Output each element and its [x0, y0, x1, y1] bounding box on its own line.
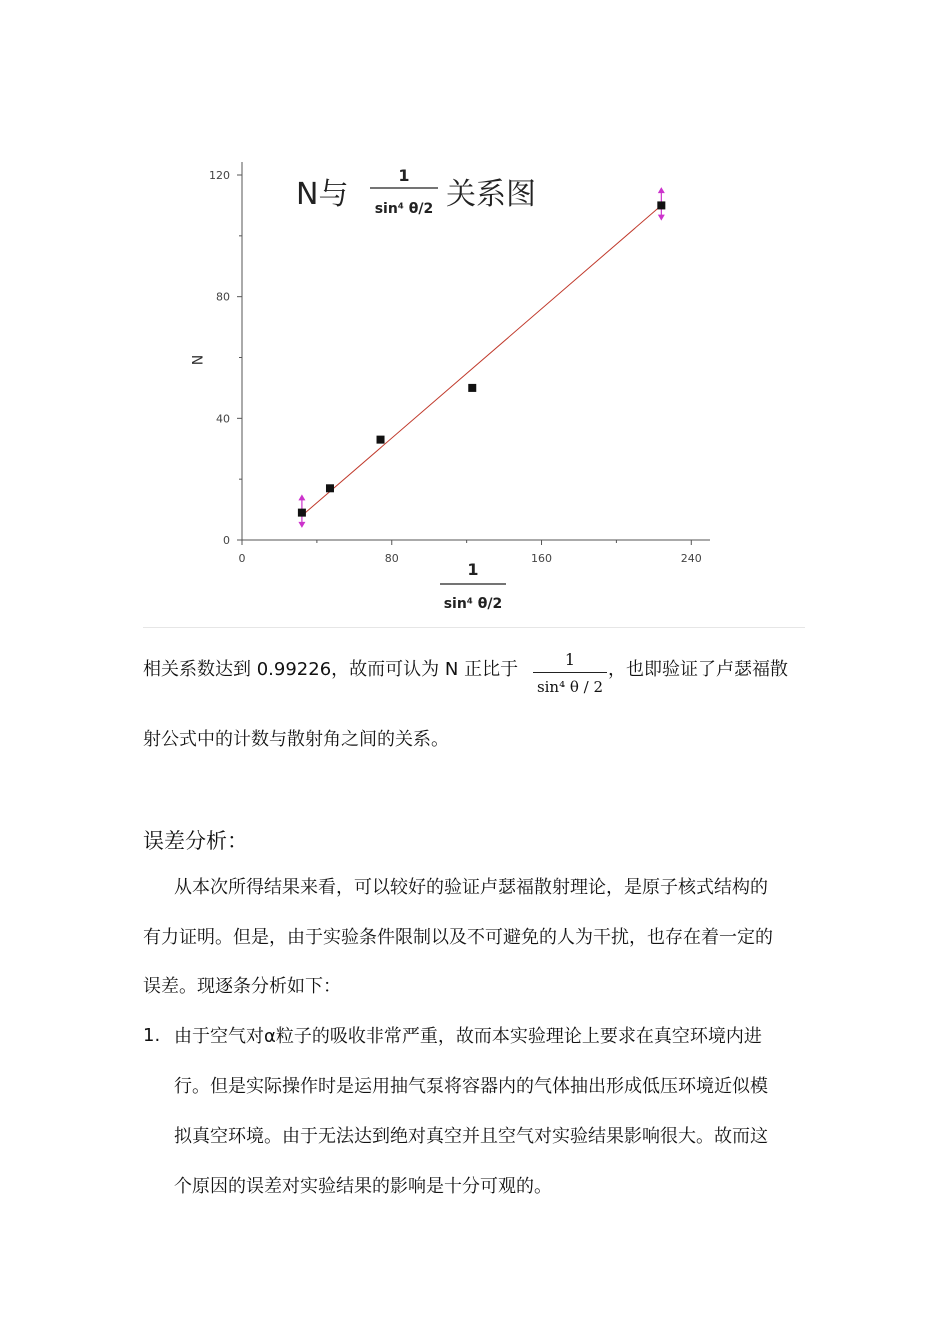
error-bar-cap-bottom [658, 215, 665, 221]
x-axis-label-denominator: sin⁴ θ/2 [443, 596, 503, 612]
error-bar-cap-top [298, 494, 305, 500]
data-point [468, 384, 476, 392]
error-bar-cap-bottom [298, 522, 305, 528]
divider [143, 627, 805, 628]
y-axis-label: N [188, 354, 204, 366]
x-tick-label: 240 [680, 552, 702, 565]
intro-line: 从本次所得结果来看，可以较好的验证卢瑟福散射理论，是原子核式结构的 [174, 877, 768, 898]
intro-line: 有力证明。但是，由于实验条件限制以及不可避免的人为干扰，也存在着一定的 [143, 927, 773, 948]
data-point [298, 509, 306, 517]
y-tick-label: 120 [209, 169, 230, 182]
conclusion-fraction-bar [533, 672, 607, 673]
conclusion-line-2: 射公式中的计数与散射角之间的关系。 [143, 729, 449, 750]
list-item-line: 由于空气对α粒子的吸收非常严重，故而本实验理论上要求在真空环境内进 [174, 1026, 762, 1047]
chart-svg [170, 150, 730, 620]
y-tick-label: 80 [216, 290, 230, 304]
x-tick-label: 0 [238, 552, 246, 565]
y-tick-label: 40 [216, 412, 230, 426]
chart-title-denominator: sin⁴ θ/2 [374, 201, 434, 217]
list-item-line: 行。但是实际操作时是运用抽气泵将容器内的气体抽出形成低压环境近似模 [174, 1076, 768, 1097]
error-bar-cap-top [658, 187, 665, 193]
section-heading: 误差分析： [143, 829, 248, 853]
list-item-number: 1. [143, 1025, 161, 1046]
x-tick-label: 80 [384, 552, 399, 565]
fit-line [302, 205, 661, 515]
chart-title-prefix: N与 [296, 177, 349, 212]
list-item-line: 拟真空环境。由于无法达到绝对真空并且空气对实验结果影响很大。故而这 [174, 1126, 768, 1147]
conclusion-fraction-numerator: 1 [564, 650, 576, 669]
list-item-line: 个原因的误差对实验结果的影响是十分可观的。 [174, 1176, 552, 1197]
conclusion-text-before: 相关系数达到 0.99226，故而可认为 N 正比于 [143, 659, 519, 680]
x-axis-label-numerator: 1 [467, 560, 479, 579]
intro-line: 误差。现逐条分析如下： [143, 976, 341, 997]
conclusion-text-after: ，也即验证了卢瑟福散 [608, 659, 788, 680]
conclusion-line-1 [143, 658, 518, 682]
data-point [657, 201, 665, 209]
conclusion-fraction [533, 650, 607, 696]
data-point [377, 436, 385, 444]
chart-title-numerator: 1 [398, 166, 410, 185]
y-tick-label: 0 [223, 534, 230, 547]
data-point [326, 484, 334, 492]
x-tick-label: 160 [531, 552, 553, 565]
chart-title-suffix: 关系图 [446, 177, 536, 212]
chart [170, 150, 730, 620]
conclusion-fraction-denominator: sin⁴ θ / 2 [536, 678, 604, 696]
